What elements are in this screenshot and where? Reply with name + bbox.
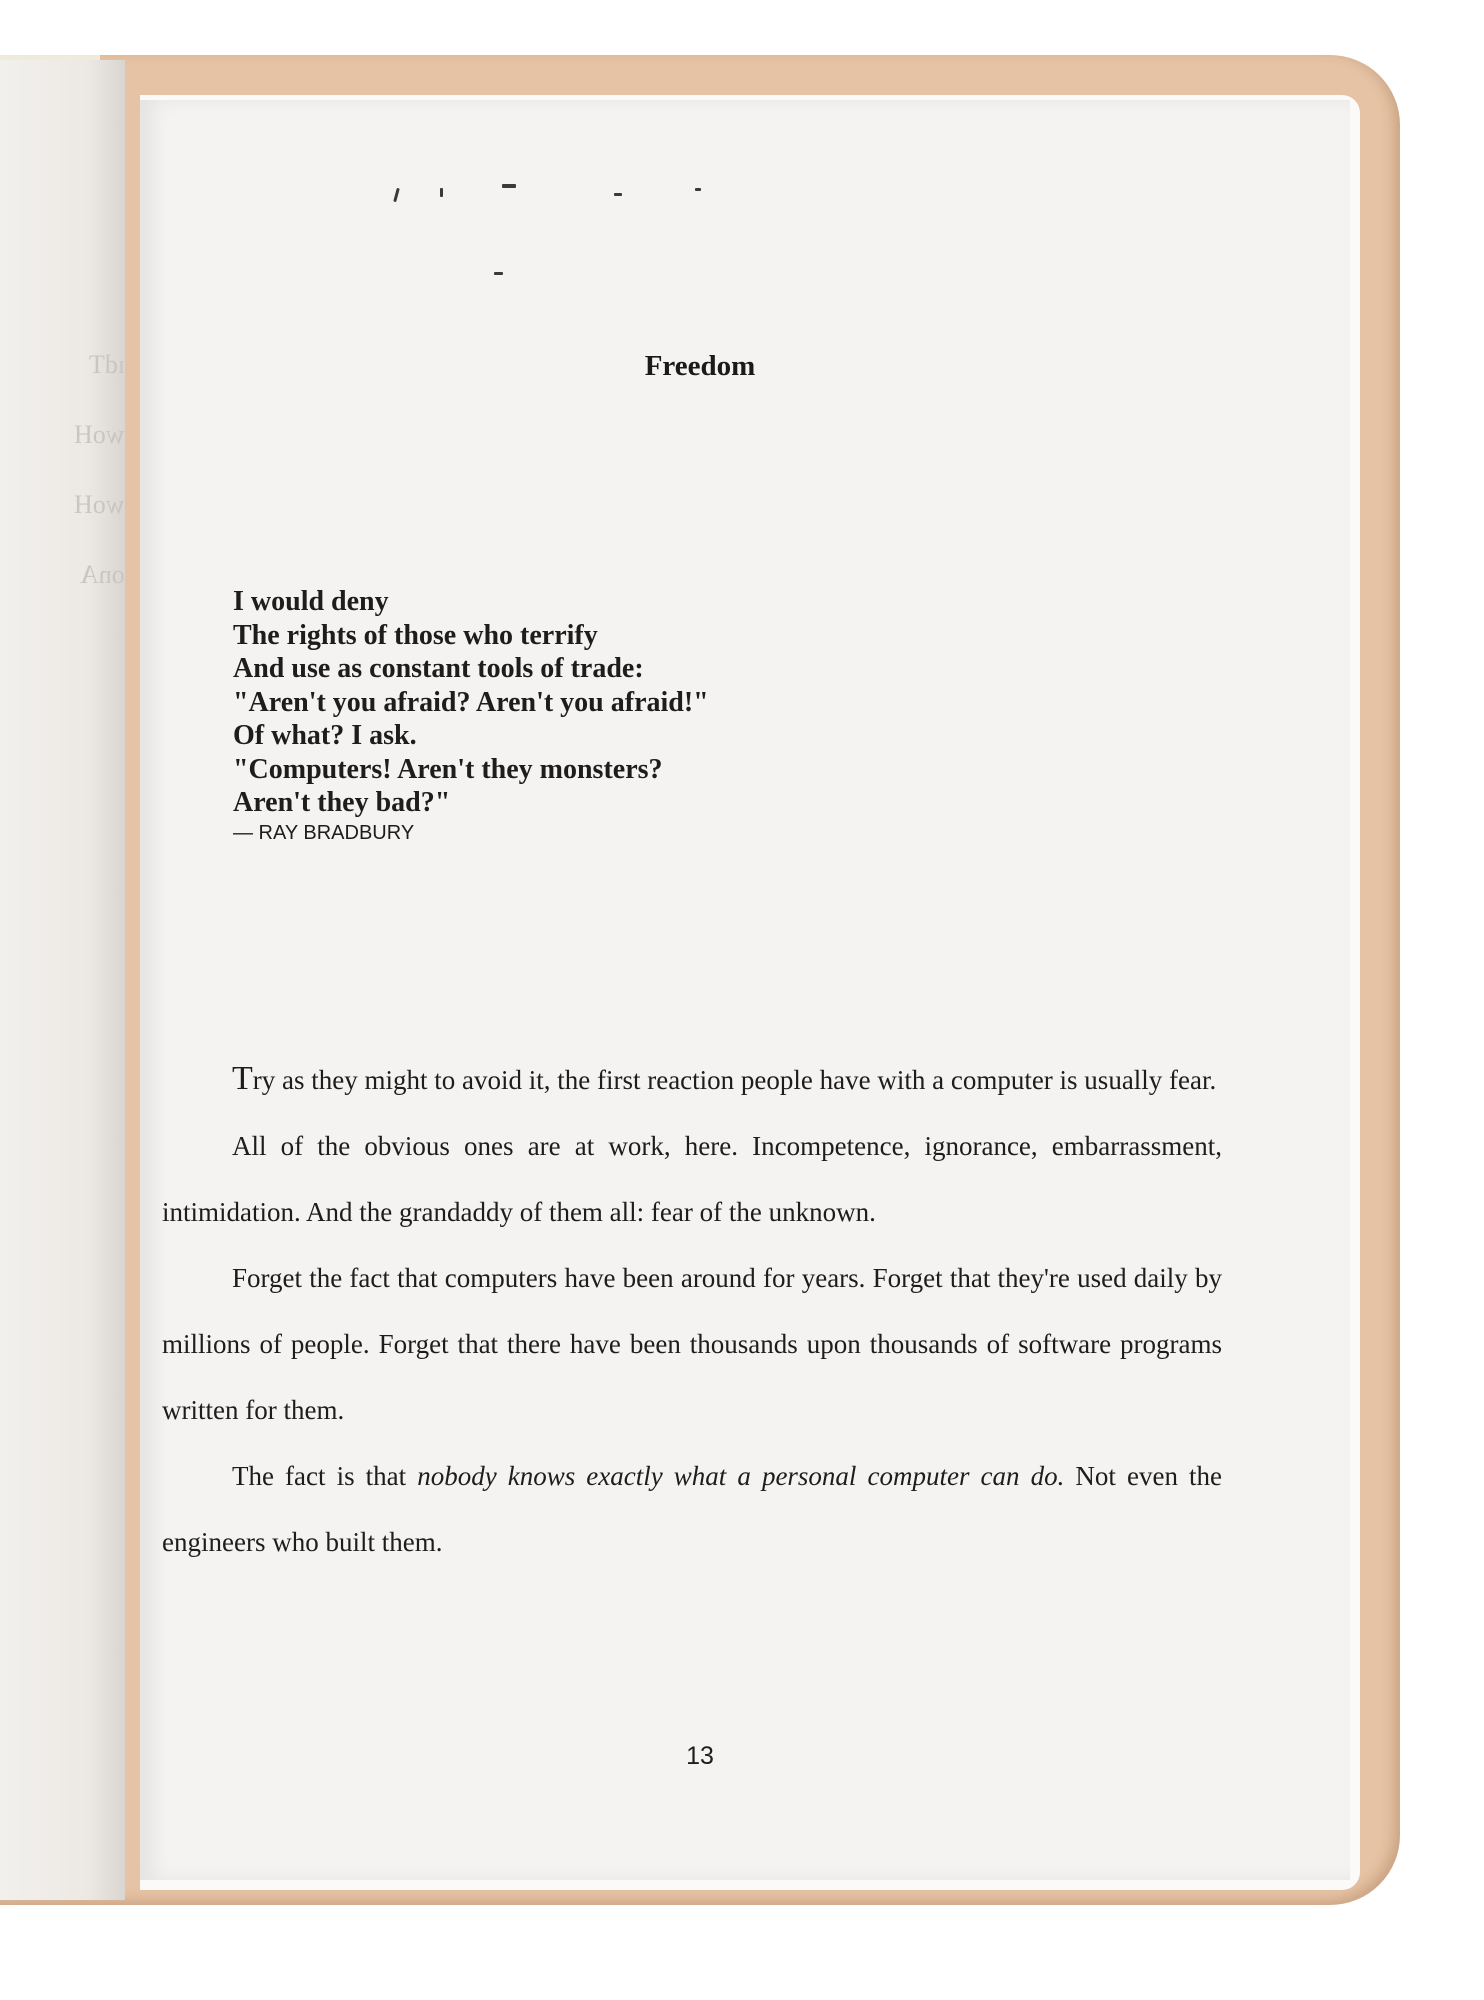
paragraph-text: All of the obvious ones are at work, here. Incompetence, ignorance, embarrassment, intimidation. And the grandaddy of them all: fear of the unknown. [162, 1131, 1222, 1227]
paragraph [162, 1443, 1222, 1575]
page-number: 13 [686, 1742, 714, 1770]
paragraph [162, 1113, 1222, 1245]
show-through-text: woH [74, 420, 125, 449]
paragraph [162, 1245, 1222, 1443]
epigraph-line: "Computers! Aren't they monsters? [233, 753, 663, 785]
left-page [0, 60, 125, 1900]
epigraph-line: I would deny [233, 586, 389, 617]
epigraph-line: The rights of those who terrify [233, 619, 598, 651]
emphasized-text: nobody knows exactly what a personal computer can do. [417, 1461, 1065, 1491]
epigraph-line: Of what? I ask. [233, 720, 417, 751]
epigraph-line: "Aren't you afraid? Aren't you afraid!" [233, 686, 709, 718]
paragraph-text: Not even the engineers who built them. [162, 1461, 1222, 1557]
show-through-text: woH [74, 490, 125, 519]
epigraph-poem [233, 585, 709, 820]
epigraph-line: And use as constant tools of trade: [233, 653, 644, 684]
paragraph-text: Forget the fact that computers have been around for years. Forget that they're used daily by millions of people. Forget that there have been thousands upon thousands of software programs written for them. [162, 1263, 1222, 1425]
show-through-text: ıdT [88, 350, 125, 379]
body-text [162, 1046, 1222, 1575]
chapter-title: Freedom [644, 350, 756, 382]
paragraph-text: The fact is that [232, 1461, 418, 1491]
paragraph [162, 1046, 1222, 1113]
epigraph-line: Aren't they bad?" [233, 787, 451, 818]
show-through-text: onA [80, 560, 125, 589]
paragraph-text: ry as they might to avoid it, the first reaction people have with a computer is usually fear. [252, 1065, 1217, 1095]
epigraph-attribution: — RAY BRADBURY [233, 822, 415, 844]
drop-cap: T [232, 1060, 253, 1097]
